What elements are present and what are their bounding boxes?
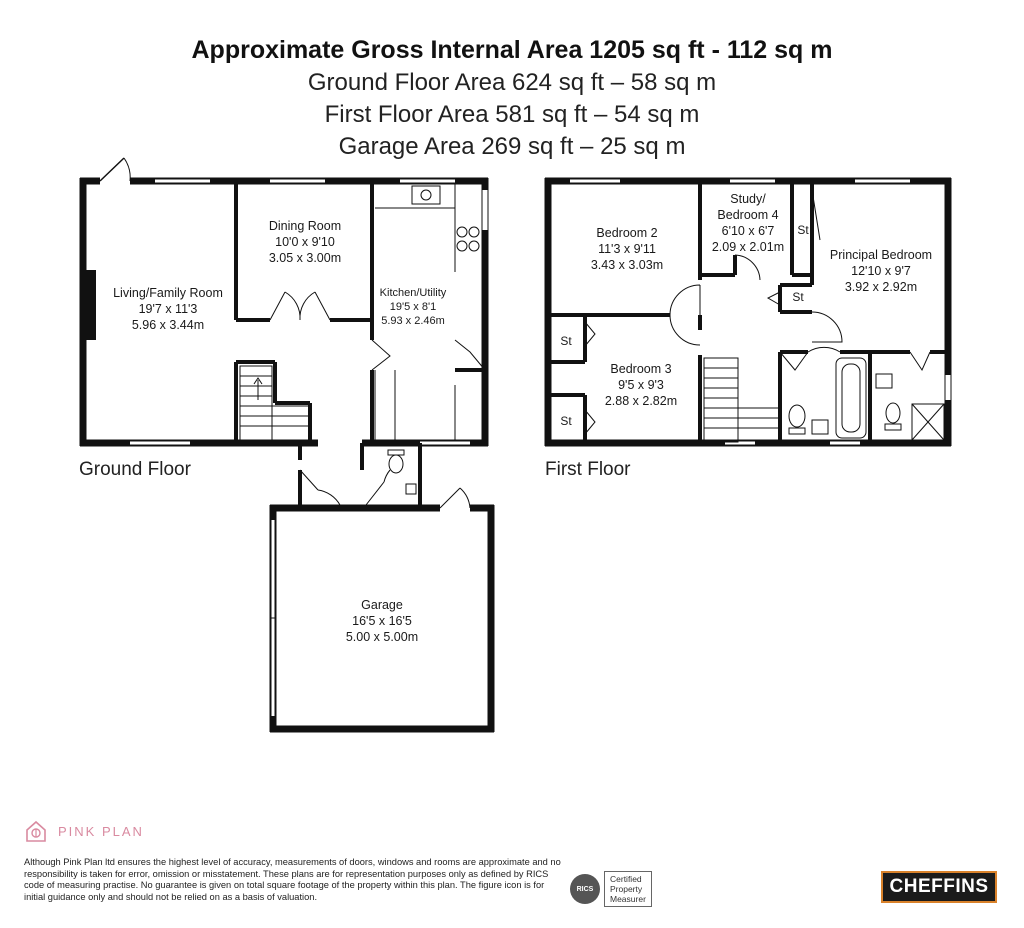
living-room-name: Living/Family Room	[113, 286, 223, 300]
ground-floor-label: Ground Floor	[79, 459, 191, 480]
bedroom3-name: Bedroom 3	[610, 362, 672, 376]
principal-bedroom-imperial: 12'10 x 9'7	[851, 264, 911, 278]
garage-metric: 5.00 x 5.00m	[345, 630, 419, 644]
bedroom2-metric: 3.43 x 3.03m	[590, 258, 664, 272]
living-room-metric: 5.96 x 3.44m	[131, 318, 205, 332]
dining-room-imperial: 10'0 x 9'10	[275, 235, 335, 249]
principal-bedroom-name: Principal Bedroom	[829, 248, 933, 262]
garage-imperial: 16'5 x 16'5	[352, 614, 412, 628]
dining-room-metric: 3.05 x 3.00m	[268, 251, 342, 265]
rics-certification	[604, 871, 652, 907]
study-name: Bedroom 4	[717, 208, 779, 222]
store-label-4: St	[792, 290, 804, 304]
rics-line-1: Certified	[610, 874, 642, 884]
rics-line-2: Property	[610, 884, 643, 894]
bathroom-fittings	[789, 358, 944, 440]
garage-area: Garage Area 269 sq ft – 25 sq m	[338, 133, 686, 160]
living-room-imperial: 19'7 x 11'3	[138, 302, 198, 316]
first-floor-label: First Floor	[545, 459, 631, 480]
garage-name: Garage	[361, 598, 403, 612]
study-line1: Study/	[730, 192, 766, 206]
kitchen-metric: 5.93 x 2.46m	[381, 315, 445, 327]
principal-bedroom-metric: 3.92 x 2.92m	[844, 280, 918, 294]
rics-badge	[570, 871, 652, 907]
store-label-2: St	[560, 414, 572, 428]
brand-name: PINK PLAN	[58, 823, 144, 839]
bedroom3-metric: 2.88 x 2.82m	[604, 394, 678, 408]
bedroom2-imperial: 11'3 x 9'11	[598, 242, 656, 256]
disclaimer: Although Pink Plan ltd ensures the highest level of accuracy, measurements of doors, windows and rooms are approximate and no responsibility is taken for error, omission or misstatement. These plans are for representation purposes only as defined by RICS code of measuring practise. No guarantee is given on total square footage of the property within this plan. The figure icon is for initial guidance only and should not be relied on as a basis of valuation.	[24, 857, 561, 902]
kitchen-name: Kitchen/Utility	[379, 287, 447, 299]
rics-line-3: Measurer	[610, 894, 646, 904]
first-floor-area: First Floor Area 581 sq ft – 54 sq m	[324, 101, 700, 128]
wc-walls	[300, 443, 420, 508]
kitchen-imperial: 19'5 x 8'1	[389, 301, 437, 313]
gross-area-title: Approximate Gross Internal Area 1205 sq ft - 112 sq m	[191, 36, 833, 64]
dining-room-name: Dining Room	[268, 219, 342, 233]
first-stairs	[704, 358, 778, 442]
rics-mark: RICS	[570, 874, 600, 904]
plan-geometry	[80, 158, 951, 732]
study-metric: 2.09 x 2.01m	[711, 240, 785, 254]
fireplace	[84, 270, 96, 340]
store-label-1: St	[560, 334, 572, 348]
wc-fittings	[300, 450, 416, 505]
study-imperial: 6'10 x 6'7	[721, 224, 775, 238]
store-label-3: St	[797, 223, 809, 237]
brand-logo	[24, 818, 144, 844]
house-logo-icon	[24, 818, 48, 844]
bedroom3-imperial: 9'5 x 9'3	[618, 378, 664, 392]
agent-logo: CHEFFINS	[881, 871, 997, 903]
ground-floor-area: Ground Floor Area 624 sq ft – 58 sq m	[307, 69, 717, 96]
bedroom2-name: Bedroom 2	[596, 226, 658, 240]
